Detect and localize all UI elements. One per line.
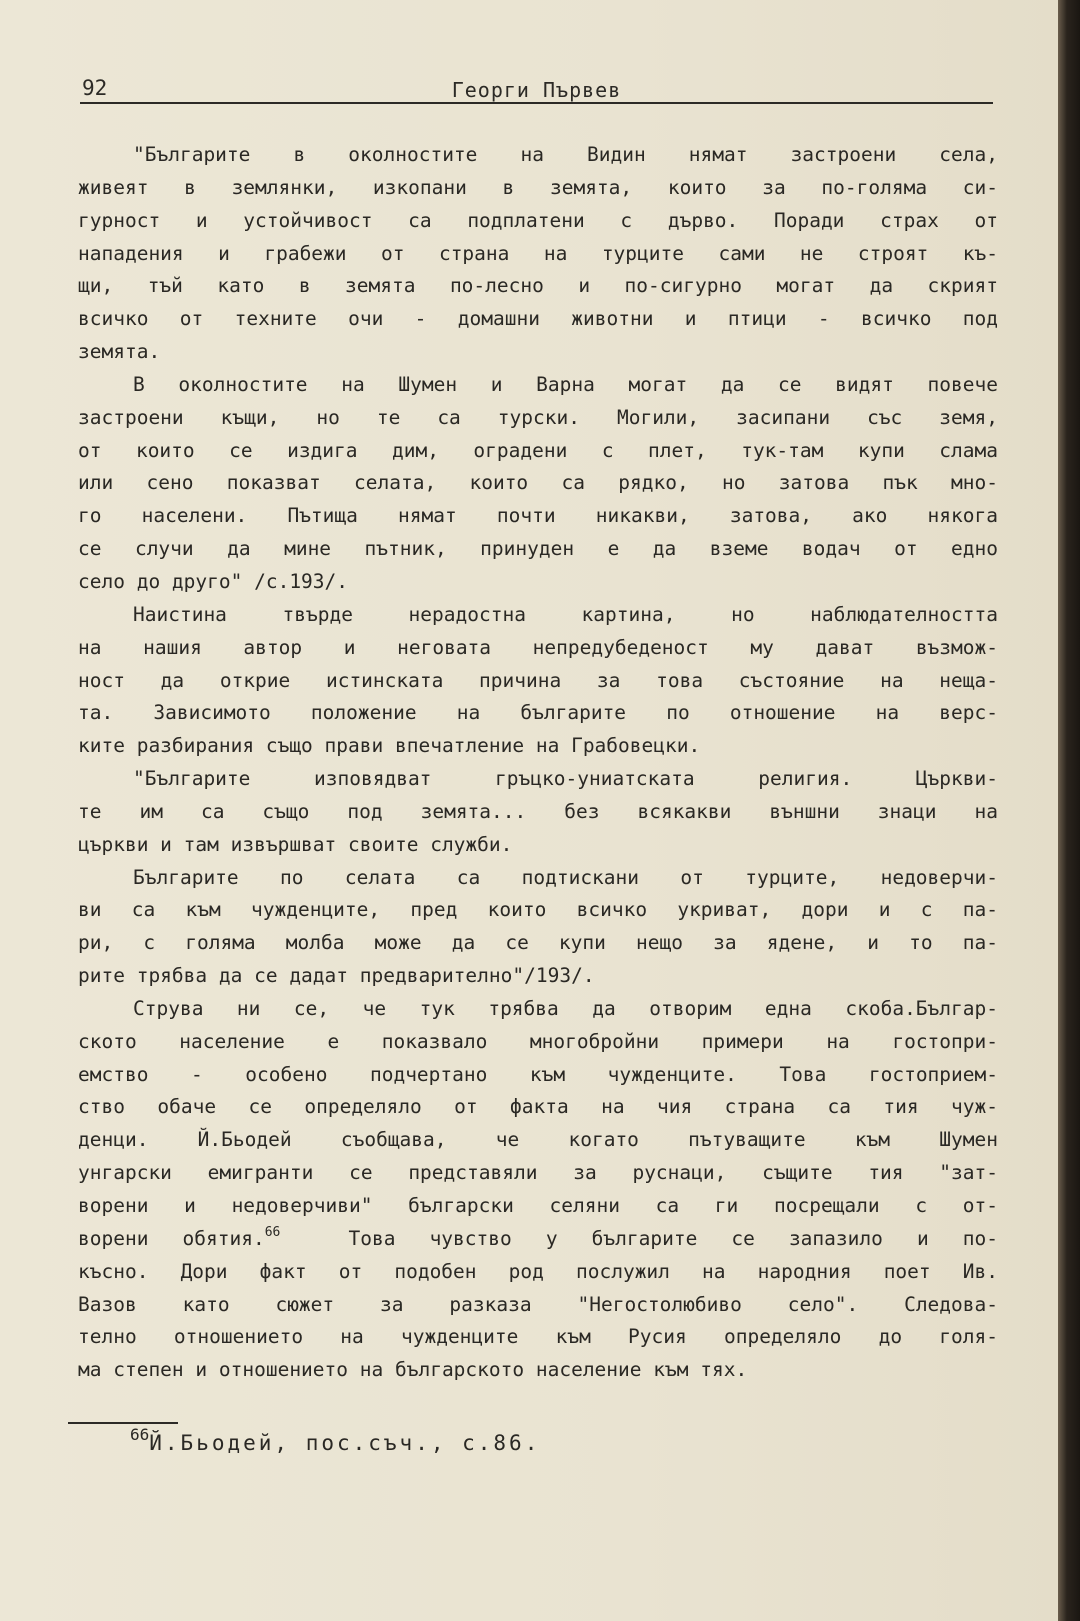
- text-line: гурност и устойчивост са подплатени с дърво. Поради страх от: [78, 208, 998, 232]
- text-line-with-footnote-ref: [78, 1223, 998, 1256]
- text-line: ви са към чужденците, пред които всичко укриват, дори и с па-: [78, 898, 998, 922]
- text-line: унгарски емигранти се представяли за руснаци, същите тия "зат-: [78, 1161, 998, 1185]
- text-line: Българите по селата са подтискани от турците, недоверчи-: [133, 865, 998, 889]
- text-line: застроени къщи, но те са турски. Могили, засипани със земя,: [78, 405, 998, 429]
- text-line: та. Зависимото положение на българите по отношение на верс-: [78, 701, 998, 725]
- page-header: [80, 76, 993, 104]
- body-text: [78, 139, 998, 1387]
- text-line: земята.: [78, 340, 161, 364]
- text-line: ство обаче се определяло от факта на чия страна са тия чуж-: [78, 1095, 998, 1119]
- footnote: [130, 1425, 541, 1458]
- text-line: ност да открие истинската причина за това състояние на неща-: [78, 668, 998, 692]
- text-line: В околностите на Шумен и Варна могат да се видят повече: [133, 372, 998, 396]
- text-line-head: ворени обятия.: [78, 1226, 265, 1250]
- text-line: или сено показват селата, които са рядко, но затова пък мно-: [78, 471, 998, 495]
- text-line: късно. Дори факт от подобен род послужил на народния поет Ив.: [78, 1259, 998, 1283]
- text-line: телно отношението на чужденците към Русия определяло до голя-: [78, 1325, 998, 1349]
- text-line: "Българите изповядват гръцко-униатската религия. Църкви-: [133, 767, 998, 791]
- footnote-divider: [68, 1422, 178, 1424]
- text-line: ма степен и отношението на българското население към тях.: [78, 1358, 748, 1382]
- footnote-reference: 66: [264, 1224, 281, 1240]
- footnote-number: 66: [130, 1425, 150, 1444]
- text-line: Вазов като сюжет за разказа "Негостолюбиво село". Следова-: [78, 1292, 998, 1316]
- text-line: се случи да мине пътник, принуден е да вземе водач от едно: [78, 537, 998, 561]
- text-line: Наистина твърде нерадостна картина, но наблюдателността: [133, 602, 998, 626]
- text-line: на нашия автор и неговата непредубеденост му дават възмож-: [78, 635, 998, 659]
- text-line: те им са също под земята... без всякакви външни знаци на: [78, 799, 998, 823]
- text-line: "Българите в околностите на Видин нямат застроени села,: [133, 143, 998, 166]
- book-binding-edge: [1058, 0, 1080, 1621]
- text-line: рите трябва да се дадат предварително"/193/.: [78, 964, 595, 988]
- text-line: ското население е показвало многобройни примери на гостопри-: [78, 1029, 998, 1053]
- text-line: денци. Й.Бьодей съобщава, че когато пътуващите към Шумен: [78, 1128, 998, 1152]
- text-line: ри, с голяма молба може да се купи нещо за ядене, и то па-: [78, 931, 998, 955]
- page-number: 92: [82, 76, 108, 100]
- text-line: църкви и там извършват своите служби.: [78, 832, 513, 856]
- text-line: ките разбирания също прави впечатление на Грабовецки.: [78, 734, 701, 758]
- text-line: от които се издига дим, оградени с плет, тук-там купи слама: [78, 438, 998, 462]
- text-line-tail: Това чувство у българите се запазило и по-: [348, 1226, 998, 1250]
- text-line: нападения и грабежи от страна на турците сами не строят къ-: [78, 241, 998, 265]
- text-line: живеят в землянки, изкопани в земята, които за по-голяма си-: [78, 175, 998, 199]
- text-line: всичко от техните очи - домашни животни и птици - всичко под: [78, 307, 998, 331]
- text-line: го населени. Пътища нямат почти никакви, затова, ако някога: [78, 504, 998, 528]
- text-line: емство - особено подчертано към чужденците. Това гостоприем-: [78, 1062, 998, 1086]
- text-line: щи, тъй като в земята по-лесно и по-сигурно могат да скрият: [78, 274, 998, 298]
- text-line: ворени и недоверчиви" български селяни са ги посрещали с от-: [78, 1194, 998, 1217]
- running-title: Георги Първев: [451, 78, 622, 102]
- footnote-text: Й.Бьодей, пос.съч., с.86.: [149, 1431, 541, 1455]
- text-line: Струва ни се, че тук трябва да отворим една скоба.Българ-: [133, 996, 998, 1020]
- text-line: село до друго" /с.193/.: [78, 569, 349, 593]
